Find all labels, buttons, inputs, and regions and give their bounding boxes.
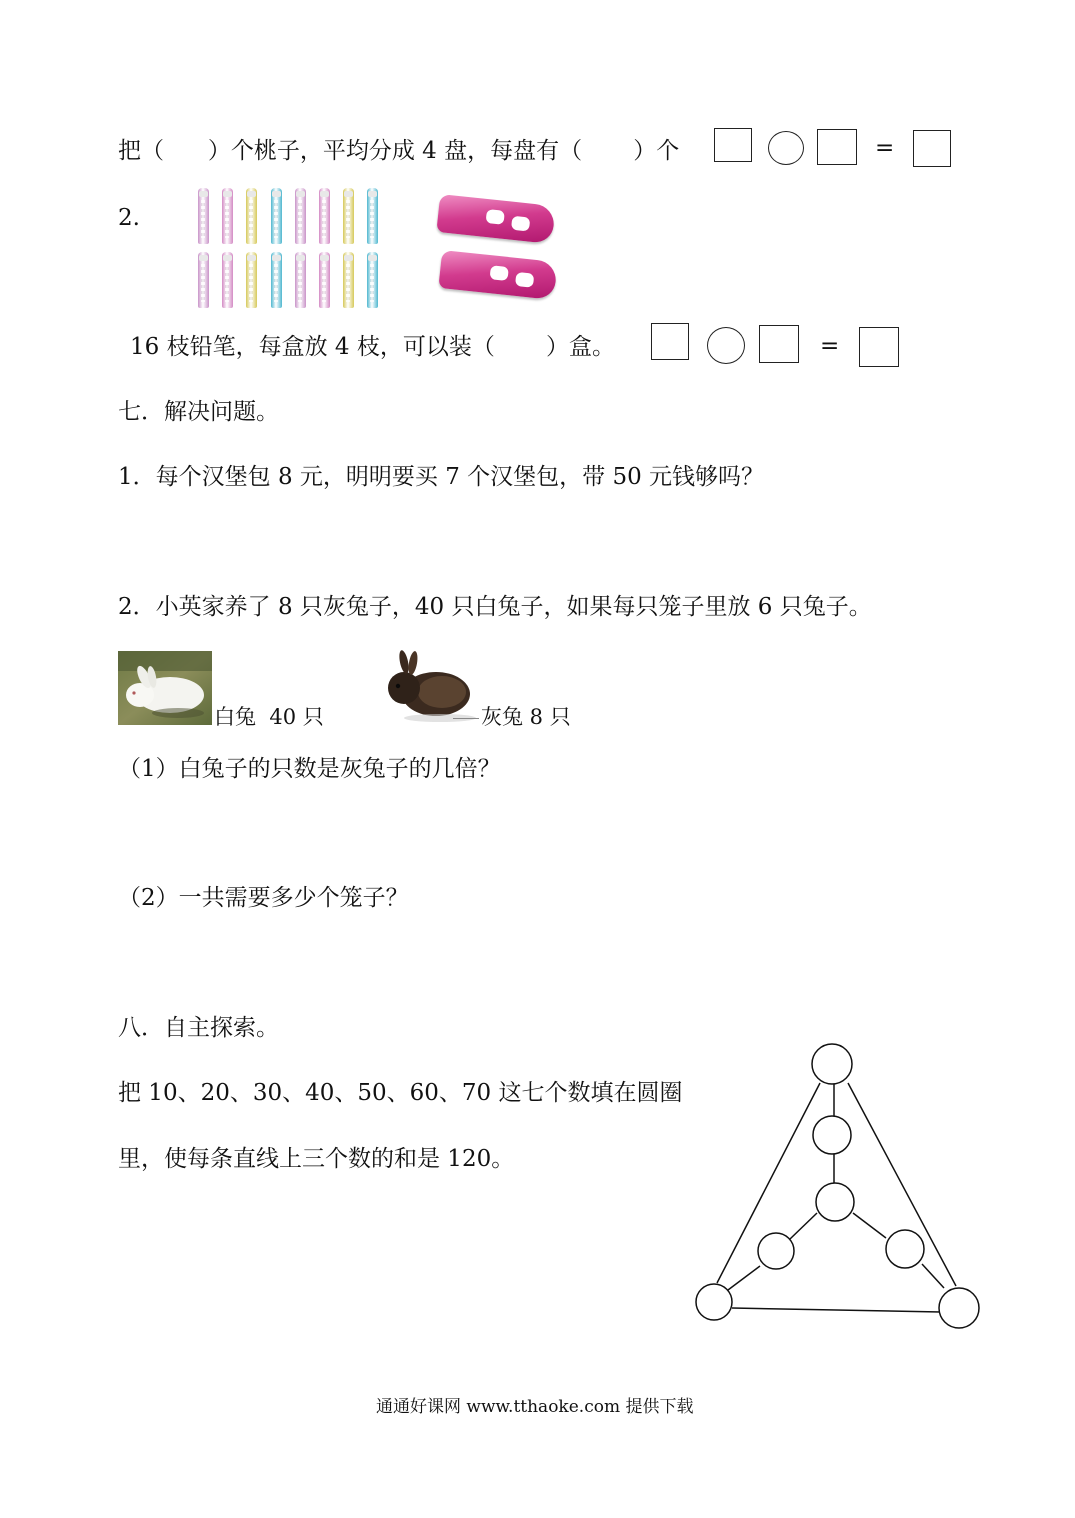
footer-text: 通通好课网 www.tthaoke.com 提供下载 [376,1397,694,1417]
section-8-title: 八．自主探索。 [118,1015,279,1041]
circle-center[interactable] [816,1183,854,1221]
section-7-sub-question-2: （2）一共需要多少个笼子？ [118,885,409,911]
section-7-sub-question-1: （1）白兔子的只数是灰兔子的几倍？ [118,756,501,782]
right-spoke-upper [853,1213,886,1238]
white-rabbit-caption: 白兔 40 只 [214,705,324,729]
pencil-12 [271,252,282,308]
section-7-title: 七．解决问题。 [118,399,279,425]
q6-2-equals-sign: = [820,333,840,359]
q6-2-label: 2. [118,205,140,231]
pencil-case-image-1 [436,194,555,244]
pencil-11 [246,252,257,308]
pencils-image [192,186,392,314]
left-spoke-lower [728,1266,760,1290]
q6-1-result-box[interactable] [913,130,951,167]
q6-2-operator-circle[interactable] [707,327,745,364]
q6-1-operator-circle[interactable] [768,131,804,165]
pencil-case-image-2 [438,250,557,300]
pencil-1 [198,188,209,244]
left-spoke-upper [790,1213,817,1239]
q6-1-answer-box-2[interactable] [817,129,857,165]
white-rabbit-image [118,651,212,725]
q6-2-text: 16 枝铅笔，每盒放 4 枝，可以装（ ）盒。 [130,334,616,360]
gray-rabbit-image [380,648,480,724]
pencil-16 [367,252,378,308]
pencil-14 [319,252,330,308]
section-8-line-2: 里，使每条直线上三个数的和是 120。 [118,1146,515,1172]
circle-top[interactable] [812,1044,852,1084]
pencil-6 [319,188,330,244]
q6-1-text: 把（ ）个桃子，平均分成 4 盘，每盘有（ ）个 [118,138,680,164]
circle-bottom-left[interactable] [696,1284,732,1320]
pencil-2 [222,188,233,244]
circle-left-middle[interactable] [758,1233,794,1269]
circle-right-middle[interactable] [886,1230,924,1268]
right-spoke-lower [922,1264,944,1288]
circle-bottom-right[interactable] [939,1288,979,1328]
q6-2-result-box[interactable] [859,327,899,367]
pencil-10 [222,252,233,308]
q6-2-answer-box-1[interactable] [651,323,689,360]
q6-1-equals-sign: = [875,135,895,161]
pencil-5 [295,188,306,244]
gray-rabbit-caption: 灰兔 8 只 [481,705,571,729]
pencil-3 [246,188,257,244]
circle-upper-middle[interactable] [813,1116,851,1154]
section-7-problem-1: 1．每个汉堡包 8 元，明明要买 7 个汉堡包，带 50 元钱够吗？ [118,464,765,490]
section-7-problem-2: 2．小英家养了 8 只灰兔子，40 只白兔子，如果每只笼子里放 6 只兔子。 [118,594,872,620]
bottom-edge-line [732,1308,941,1312]
pencil-15 [343,252,354,308]
pencil-4 [271,188,282,244]
gray-rabbit-underline [453,718,479,719]
pencil-9 [198,252,209,308]
number-triangle-diagram [690,1038,990,1334]
pencil-8 [367,188,378,244]
q6-1-answer-box-1[interactable] [714,128,752,162]
pencil-13 [295,252,306,308]
q6-2-answer-box-2[interactable] [759,325,799,363]
section-8-line-1: 把 10、20、30、40、50、60、70 这七个数填在圆圈 [118,1080,683,1106]
pencil-7 [343,188,354,244]
